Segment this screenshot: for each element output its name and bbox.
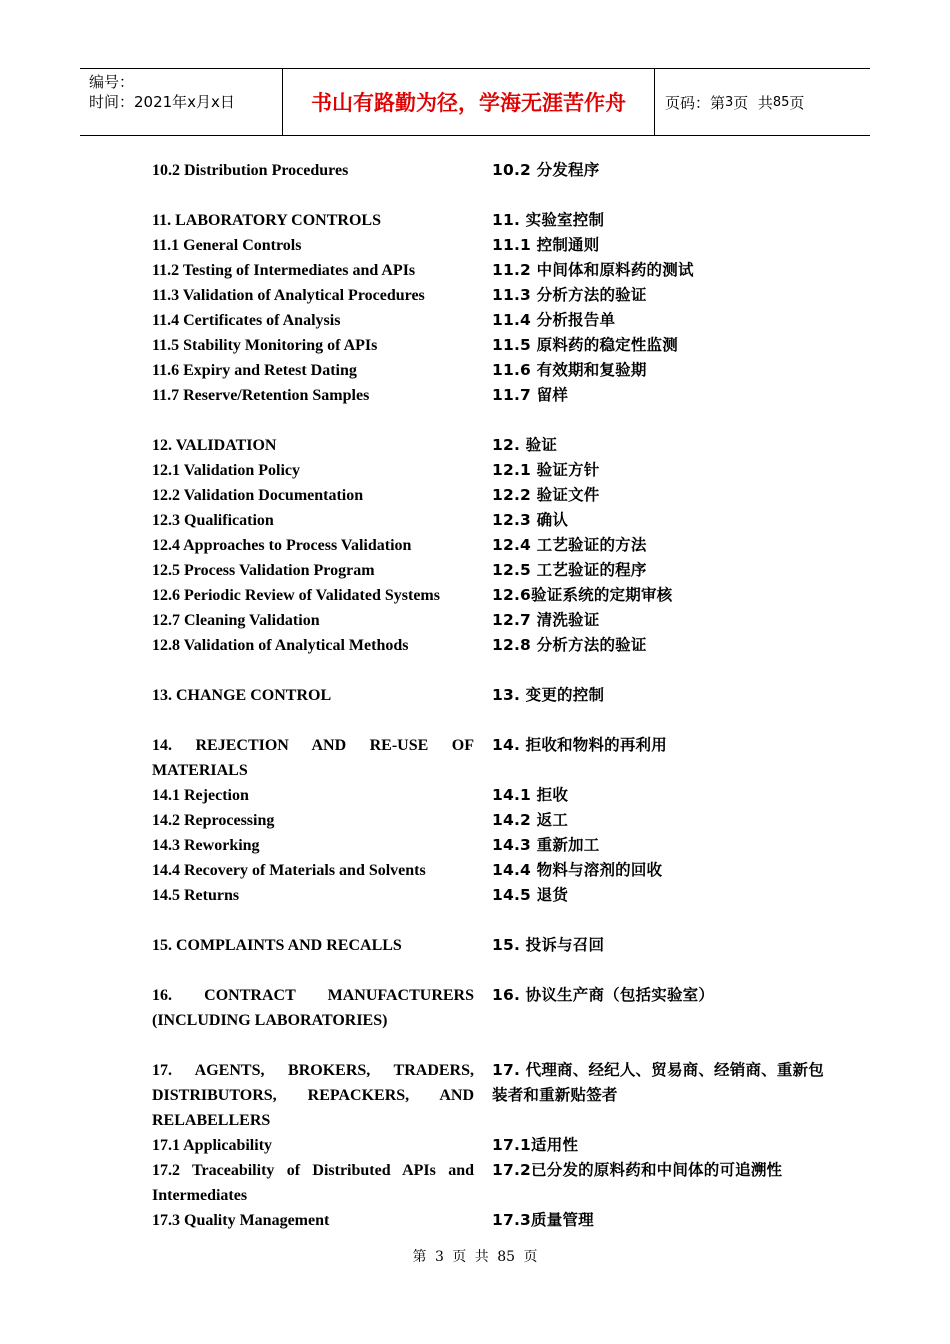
toc-row xyxy=(152,508,832,533)
toc-entry-english: 12.2 Validation Documentation xyxy=(152,487,364,504)
toc-row xyxy=(152,283,832,308)
toc-row xyxy=(152,783,832,808)
toc-row xyxy=(152,1208,832,1233)
toc-entry-english: 16. CONTRACT MANUFACTURERS (INCLUDING LABORATORIES) xyxy=(152,987,474,1029)
table-of-contents xyxy=(152,158,832,1233)
toc-row xyxy=(152,608,832,633)
page-number: 3 xyxy=(725,94,734,110)
toc-entry-english: 14. REJECTION AND RE-USE OF MATERIALS xyxy=(152,737,474,779)
toc-row xyxy=(152,858,832,883)
toc-row xyxy=(152,308,832,333)
toc-entry-chinese: 10.2 分发程序 xyxy=(492,161,600,179)
toc-entry-chinese: 12.2 验证文件 xyxy=(492,486,600,504)
toc-row xyxy=(152,433,832,458)
toc-entry-english: 12.8 Validation of Analytical Methods xyxy=(152,637,409,654)
toc-row xyxy=(152,733,832,783)
header-meta xyxy=(80,69,282,135)
toc-entry-english: 14.1 Rejection xyxy=(152,787,249,804)
toc-entry-chinese: 14.1 拒收 xyxy=(492,786,569,804)
toc-entry-chinese: 14.2 返工 xyxy=(492,811,569,829)
toc-entry-english: 11.3 Validation of Analytical Procedures xyxy=(152,287,425,304)
toc-entry-english: 14.4 Recovery of Materials and Solvents xyxy=(152,862,426,879)
toc-entry-english: 12.1 Validation Policy xyxy=(152,462,301,479)
toc-entry-chinese: 13. 变更的控制 xyxy=(492,686,605,704)
page-total: 85 xyxy=(772,94,790,110)
toc-row xyxy=(152,883,832,908)
toc-entry-chinese: 11.7 留样 xyxy=(492,386,569,404)
toc-entry-chinese: 12.1 验证方针 xyxy=(492,461,600,479)
toc-entry-english: 12.6 Periodic Review of Validated Systems xyxy=(152,587,440,604)
toc-row xyxy=(152,983,832,1033)
toc-entry-chinese: 16. 协议生产商（包括实验室） xyxy=(492,986,715,1004)
toc-row xyxy=(152,358,832,383)
toc-entry-chinese: 12.8 分析方法的验证 xyxy=(492,636,647,654)
toc-row xyxy=(152,483,832,508)
toc-entry-chinese: 11. 实验室控制 xyxy=(492,211,605,229)
toc-row xyxy=(152,208,832,233)
toc-entry-chinese: 12.6验证系统的定期审核 xyxy=(492,586,673,604)
toc-entry-english: 10.2 Distribution Procedures xyxy=(152,162,349,179)
header-motto: 书山有路勤为径，学海无涯苦作舟 xyxy=(282,69,655,135)
toc-entry-english: 11.5 Stability Monitoring of APIs xyxy=(152,337,378,354)
toc-entry-english: 11.6 Expiry and Retest Dating xyxy=(152,362,357,379)
toc-row xyxy=(152,683,832,708)
toc-entry-chinese: 12. 验证 xyxy=(492,436,558,454)
toc-entry-english: 11. LABORATORY CONTROLS xyxy=(152,212,381,229)
toc-entry-english: 14.5 Returns xyxy=(152,887,240,904)
toc-entry-chinese: 11.5 原料药的稳定性监测 xyxy=(492,336,678,354)
toc-entry-chinese: 11.4 分析报告单 xyxy=(492,311,616,329)
toc-row xyxy=(152,258,832,283)
toc-row xyxy=(152,533,832,558)
page-suffix: 页 xyxy=(789,93,805,112)
toc-row xyxy=(152,558,832,583)
toc-entry-chinese: 12.7 清洗验证 xyxy=(492,611,600,629)
toc-entry-chinese: 11.1 控制通则 xyxy=(492,236,600,254)
toc-entry-english: 15. COMPLAINTS AND RECALLS xyxy=(152,937,402,954)
toc-row xyxy=(152,1158,832,1208)
toc-row xyxy=(152,458,832,483)
toc-entry-chinese: 12.4 工艺验证的方法 xyxy=(492,536,647,554)
toc-entry-english: 17.1 Applicability xyxy=(152,1137,273,1154)
toc-entry-english: 12. VALIDATION xyxy=(152,437,277,454)
toc-entry-english: 12.4 Approaches to Process Validation xyxy=(152,537,412,554)
toc-entry-english: 17.2 Traceability of Distributed APIs and Intermediates xyxy=(152,1162,474,1204)
header-page-indicator xyxy=(655,69,870,135)
toc-entry-english: 17. AGENTS, BROKERS, TRADERS, DISTRIBUTORS, REPACKERS, AND RELABELLERS xyxy=(152,1062,474,1129)
toc-entry-chinese: 15. 投诉与召回 xyxy=(492,936,605,954)
toc-entry-chinese: 14.3 重新加工 xyxy=(492,836,600,854)
toc-entry-chinese: 12.3 确认 xyxy=(492,511,569,529)
toc-row xyxy=(152,333,832,358)
toc-entry-english: 11.1 General Controls xyxy=(152,237,302,254)
page-prefix: 页码：第 xyxy=(665,93,726,112)
toc-row xyxy=(152,583,832,608)
toc-entry-chinese: 17.1适用性 xyxy=(492,1136,579,1154)
toc-entry-chinese: 11.2 中间体和原料药的测试 xyxy=(492,261,694,279)
toc-row xyxy=(152,158,832,183)
toc-entry-chinese: 12.5 工艺验证的程序 xyxy=(492,561,647,579)
toc-entry-english: 11.2 Testing of Intermediates and APIs xyxy=(152,262,416,279)
page-header xyxy=(80,68,870,136)
document-date: 时间：2021年x月x日 xyxy=(89,93,235,111)
toc-entry-chinese: 17.3质量管理 xyxy=(492,1211,594,1229)
toc-row xyxy=(152,233,832,258)
toc-entry-chinese: 14.4 物料与溶剂的回收 xyxy=(492,861,663,879)
toc-entry-english: 12.7 Cleaning Validation xyxy=(152,612,320,629)
toc-entry-english: 12.5 Process Validation Program xyxy=(152,562,375,579)
toc-entry-english: 13. CHANGE CONTROL xyxy=(152,687,332,704)
toc-row xyxy=(152,833,832,858)
toc-entry-english: 17.3 Quality Management xyxy=(152,1212,330,1229)
toc-entry-english: 12.3 Qualification xyxy=(152,512,274,529)
page-mid: 页 共 xyxy=(733,93,773,112)
toc-row xyxy=(152,633,832,658)
page-footer: 第 3 页 共 85 页 xyxy=(412,1249,538,1265)
toc-entry-english: 14.2 Reprocessing xyxy=(152,812,275,829)
toc-entry-english: 14.3 Reworking xyxy=(152,837,260,854)
toc-row xyxy=(152,1058,832,1133)
toc-entry-chinese: 17. 代理商、经纪人、贸易商、经销商、重新包装者和重新贴签者 xyxy=(492,1061,824,1104)
toc-entry-english: 11.4 Certificates of Analysis xyxy=(152,312,341,329)
toc-entry-chinese: 14.5 退货 xyxy=(492,886,569,904)
toc-entry-chinese: 11.6 有效期和复验期 xyxy=(492,361,647,379)
toc-row xyxy=(152,383,832,408)
toc-row xyxy=(152,808,832,833)
toc-row xyxy=(152,933,832,958)
toc-entry-chinese: 11.3 分析方法的验证 xyxy=(492,286,647,304)
toc-entry-chinese: 17.2已分发的原料药和中间体的可追溯性 xyxy=(492,1161,783,1179)
toc-row xyxy=(152,1133,832,1158)
document-code-label: 编号： xyxy=(89,73,135,91)
toc-entry-english: 11.7 Reserve/Retention Samples xyxy=(152,387,370,404)
toc-entry-chinese: 14. 拒收和物料的再利用 xyxy=(492,736,667,754)
